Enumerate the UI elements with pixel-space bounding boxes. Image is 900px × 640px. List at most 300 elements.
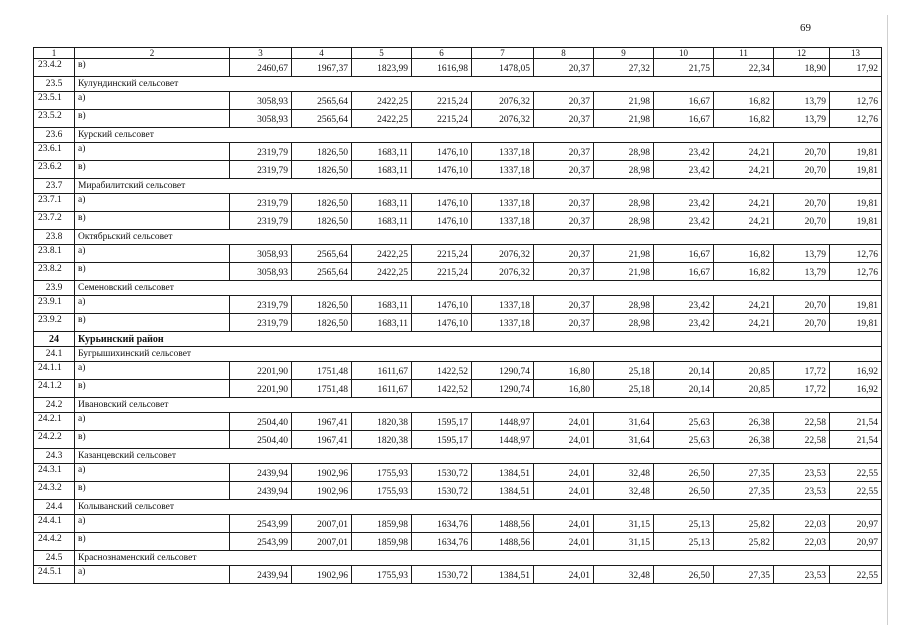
value-cell: 1902,96 [292, 482, 352, 500]
value-cell: 1290,74 [472, 380, 534, 398]
row-variant: в) [75, 533, 230, 551]
value-cell: 1902,96 [292, 566, 352, 584]
value-cell: 12,76 [830, 263, 882, 281]
row-variant: а) [75, 464, 230, 482]
table-row [34, 263, 882, 281]
value-cell: 1530,72 [412, 464, 472, 482]
row-variant: в) [75, 161, 230, 179]
value-cell: 21,98 [594, 263, 654, 281]
tariff-table [33, 47, 882, 584]
column-number-cell: 12 [774, 48, 830, 59]
value-cell: 3058,93 [230, 263, 292, 281]
settlement-title: Курский сельсовет [75, 128, 882, 143]
settlement-heading-row [34, 500, 882, 515]
value-cell: 2439,94 [230, 464, 292, 482]
value-cell: 28,98 [594, 314, 654, 332]
column-number-cell: 8 [534, 48, 594, 59]
district-title: Курьинский район [75, 332, 882, 347]
value-cell: 20,70 [774, 143, 830, 161]
value-cell: 22,03 [774, 533, 830, 551]
settlement-heading-row [34, 449, 882, 464]
section-code: 24.3 [34, 449, 75, 464]
value-cell: 20,37 [534, 314, 594, 332]
row-code: 23.6.1 [34, 143, 75, 161]
value-cell: 1634,76 [412, 533, 472, 551]
value-cell: 1616,98 [412, 59, 472, 77]
column-number-cell: 9 [594, 48, 654, 59]
table-row [34, 482, 882, 500]
value-cell: 2565,64 [292, 110, 352, 128]
section-code: 24.1 [34, 347, 75, 362]
value-cell: 2460,67 [230, 59, 292, 77]
value-cell: 20,70 [774, 194, 830, 212]
value-cell: 1967,41 [292, 413, 352, 431]
value-cell: 31,64 [594, 431, 654, 449]
value-cell: 20,14 [654, 362, 714, 380]
value-cell: 2076,32 [472, 263, 534, 281]
value-cell: 1384,51 [472, 464, 534, 482]
value-cell: 2076,32 [472, 92, 534, 110]
value-cell: 1820,38 [352, 431, 412, 449]
value-cell: 28,98 [594, 194, 654, 212]
row-variant: а) [75, 362, 230, 380]
value-cell: 1967,41 [292, 431, 352, 449]
value-cell: 16,82 [714, 263, 774, 281]
value-cell: 1826,50 [292, 314, 352, 332]
value-cell: 2319,79 [230, 143, 292, 161]
value-cell: 1290,74 [472, 362, 534, 380]
value-cell: 18,90 [774, 59, 830, 77]
value-cell: 16,82 [714, 92, 774, 110]
value-cell: 3058,93 [230, 245, 292, 263]
value-cell: 1384,51 [472, 482, 534, 500]
value-cell: 24,01 [534, 533, 594, 551]
value-cell: 19,81 [830, 296, 882, 314]
value-cell: 23,53 [774, 566, 830, 584]
value-cell: 22,55 [830, 482, 882, 500]
value-cell: 1826,50 [292, 143, 352, 161]
row-code: 23.7.2 [34, 212, 75, 230]
value-cell: 1488,56 [472, 533, 534, 551]
table-body [34, 48, 882, 584]
value-cell: 22,34 [714, 59, 774, 77]
value-cell: 28,98 [594, 212, 654, 230]
row-code: 23.6.2 [34, 161, 75, 179]
value-cell: 25,63 [654, 431, 714, 449]
value-cell: 23,42 [654, 143, 714, 161]
value-cell: 25,82 [714, 533, 774, 551]
settlement-heading-row [34, 551, 882, 566]
table-row [34, 380, 882, 398]
row-variant: а) [75, 515, 230, 533]
value-cell: 32,48 [594, 566, 654, 584]
value-cell: 20,37 [534, 296, 594, 314]
value-cell: 1337,18 [472, 143, 534, 161]
table-row [34, 314, 882, 332]
value-cell: 23,42 [654, 212, 714, 230]
value-cell: 2319,79 [230, 194, 292, 212]
settlement-title: Октябрьский сельсовет [75, 230, 882, 245]
row-code: 24.4.1 [34, 515, 75, 533]
row-variant: в) [75, 110, 230, 128]
value-cell: 23,53 [774, 464, 830, 482]
value-cell: 2543,99 [230, 515, 292, 533]
value-cell: 1826,50 [292, 161, 352, 179]
value-cell: 1422,52 [412, 380, 472, 398]
value-cell: 20,14 [654, 380, 714, 398]
value-cell: 20,37 [534, 263, 594, 281]
settlement-title: Краснознаменский сельсовет [75, 551, 882, 566]
settlement-title: Семеновский сельсовет [75, 281, 882, 296]
table-row [34, 245, 882, 263]
value-cell: 12,76 [830, 92, 882, 110]
value-cell: 22,58 [774, 413, 830, 431]
column-number-cell: 13 [830, 48, 882, 59]
row-variant: а) [75, 92, 230, 110]
value-cell: 1683,11 [352, 212, 412, 230]
settlement-title: Казанцевский сельсовет [75, 449, 882, 464]
value-cell: 23,53 [774, 482, 830, 500]
settlement-heading-row [34, 179, 882, 194]
row-code: 23.7.1 [34, 194, 75, 212]
value-cell: 2504,40 [230, 413, 292, 431]
value-cell: 16,82 [714, 245, 774, 263]
value-cell: 24,01 [534, 464, 594, 482]
value-cell: 2543,99 [230, 533, 292, 551]
column-number-cell: 7 [472, 48, 534, 59]
row-code: 24.1.2 [34, 380, 75, 398]
section-code: 24 [34, 332, 75, 347]
row-code: 23.8.2 [34, 263, 75, 281]
value-cell: 16,67 [654, 92, 714, 110]
value-cell: 24,01 [534, 482, 594, 500]
section-code: 23.5 [34, 77, 75, 92]
value-cell: 16,80 [534, 380, 594, 398]
column-number-header-row [34, 48, 882, 59]
value-cell: 16,82 [714, 110, 774, 128]
column-number-cell: 3 [230, 48, 292, 59]
row-variant: а) [75, 296, 230, 314]
row-code: 24.1.1 [34, 362, 75, 380]
value-cell: 16,67 [654, 110, 714, 128]
value-cell: 1476,10 [412, 212, 472, 230]
value-cell: 20,37 [534, 92, 594, 110]
value-cell: 1448,97 [472, 413, 534, 431]
value-cell: 20,37 [534, 161, 594, 179]
value-cell: 1488,56 [472, 515, 534, 533]
section-code: 23.6 [34, 128, 75, 143]
value-cell: 1476,10 [412, 143, 472, 161]
value-cell: 1683,11 [352, 143, 412, 161]
value-cell: 2201,90 [230, 362, 292, 380]
row-variant: а) [75, 194, 230, 212]
value-cell: 27,35 [714, 566, 774, 584]
table-row [34, 464, 882, 482]
row-variant: а) [75, 566, 230, 584]
value-cell: 22,03 [774, 515, 830, 533]
value-cell: 1476,10 [412, 314, 472, 332]
table-row [34, 362, 882, 380]
row-code: 23.5.2 [34, 110, 75, 128]
value-cell: 2201,90 [230, 380, 292, 398]
column-number-cell: 6 [412, 48, 472, 59]
value-cell: 1823,99 [352, 59, 412, 77]
value-cell: 2007,01 [292, 533, 352, 551]
value-cell: 26,50 [654, 482, 714, 500]
settlement-heading-row [34, 230, 882, 245]
value-cell: 31,15 [594, 515, 654, 533]
value-cell: 2076,32 [472, 245, 534, 263]
value-cell: 13,79 [774, 263, 830, 281]
table-row [34, 212, 882, 230]
value-cell: 1755,93 [352, 482, 412, 500]
value-cell: 2504,40 [230, 431, 292, 449]
value-cell: 2319,79 [230, 212, 292, 230]
value-cell: 12,76 [830, 110, 882, 128]
value-cell: 26,50 [654, 464, 714, 482]
value-cell: 16,67 [654, 245, 714, 263]
value-cell: 2565,64 [292, 263, 352, 281]
row-code: 24.2.1 [34, 413, 75, 431]
value-cell: 22,58 [774, 431, 830, 449]
value-cell: 23,42 [654, 296, 714, 314]
value-cell: 1384,51 [472, 566, 534, 584]
value-cell: 25,13 [654, 515, 714, 533]
row-variant: в) [75, 431, 230, 449]
value-cell: 2422,25 [352, 110, 412, 128]
value-cell: 1826,50 [292, 194, 352, 212]
section-code: 24.5 [34, 551, 75, 566]
value-cell: 19,81 [830, 143, 882, 161]
value-cell: 24,21 [714, 314, 774, 332]
value-cell: 20,97 [830, 533, 882, 551]
value-cell: 1476,10 [412, 194, 472, 212]
value-cell: 21,98 [594, 92, 654, 110]
value-cell: 23,42 [654, 314, 714, 332]
row-code: 24.4.2 [34, 533, 75, 551]
value-cell: 31,64 [594, 413, 654, 431]
value-cell: 17,92 [830, 59, 882, 77]
value-cell: 24,01 [534, 431, 594, 449]
value-cell: 20,70 [774, 161, 830, 179]
row-variant: а) [75, 413, 230, 431]
value-cell: 24,01 [534, 566, 594, 584]
value-cell: 19,81 [830, 314, 882, 332]
value-cell: 2076,32 [472, 110, 534, 128]
value-cell: 1820,38 [352, 413, 412, 431]
district-heading-row [34, 332, 882, 347]
value-cell: 21,54 [830, 431, 882, 449]
value-cell: 28,98 [594, 161, 654, 179]
value-cell: 23,42 [654, 161, 714, 179]
row-code: 24.2.2 [34, 431, 75, 449]
settlement-heading-row [34, 347, 882, 362]
column-number-cell: 2 [75, 48, 230, 59]
value-cell: 19,81 [830, 194, 882, 212]
value-cell: 2319,79 [230, 314, 292, 332]
value-cell: 1826,50 [292, 212, 352, 230]
value-cell: 20,97 [830, 515, 882, 533]
value-cell: 27,32 [594, 59, 654, 77]
value-cell: 24,21 [714, 296, 774, 314]
value-cell: 26,38 [714, 431, 774, 449]
table-row [34, 143, 882, 161]
value-cell: 28,98 [594, 296, 654, 314]
value-cell: 24,21 [714, 143, 774, 161]
settlement-title: Мирабилитский сельсовет [75, 179, 882, 194]
row-code: 24.3.1 [34, 464, 75, 482]
value-cell: 1595,17 [412, 413, 472, 431]
table-row [34, 161, 882, 179]
column-number-cell: 5 [352, 48, 412, 59]
value-cell: 2215,24 [412, 263, 472, 281]
value-cell: 1530,72 [412, 482, 472, 500]
value-cell: 26,50 [654, 566, 714, 584]
value-cell: 24,01 [534, 413, 594, 431]
value-cell: 17,72 [774, 380, 830, 398]
value-cell: 2422,25 [352, 92, 412, 110]
value-cell: 24,21 [714, 161, 774, 179]
table-row [34, 110, 882, 128]
value-cell: 1476,10 [412, 161, 472, 179]
column-number-cell: 10 [654, 48, 714, 59]
value-cell: 16,92 [830, 380, 882, 398]
row-variant: в) [75, 263, 230, 281]
value-cell: 17,72 [774, 362, 830, 380]
row-code: 23.4.2 [34, 59, 75, 77]
column-number-cell: 1 [34, 48, 75, 59]
settlement-title: Кулундинский сельсовет [75, 77, 882, 92]
table-row [34, 413, 882, 431]
value-cell: 16,92 [830, 362, 882, 380]
value-cell: 1337,18 [472, 212, 534, 230]
value-cell: 21,75 [654, 59, 714, 77]
table-row [34, 431, 882, 449]
settlement-heading-row [34, 281, 882, 296]
table-row [34, 92, 882, 110]
value-cell: 27,35 [714, 464, 774, 482]
value-cell: 20,37 [534, 110, 594, 128]
value-cell: 12,76 [830, 245, 882, 263]
value-cell: 2319,79 [230, 296, 292, 314]
value-cell: 1751,48 [292, 362, 352, 380]
value-cell: 22,55 [830, 464, 882, 482]
value-cell: 1859,98 [352, 515, 412, 533]
value-cell: 20,70 [774, 296, 830, 314]
value-cell: 32,48 [594, 482, 654, 500]
value-cell: 20,85 [714, 362, 774, 380]
value-cell: 26,38 [714, 413, 774, 431]
value-cell: 1337,18 [472, 314, 534, 332]
value-cell: 1530,72 [412, 566, 472, 584]
value-cell: 32,48 [594, 464, 654, 482]
value-cell: 20,70 [774, 212, 830, 230]
row-variant: в) [75, 59, 230, 77]
value-cell: 2215,24 [412, 110, 472, 128]
value-cell: 20,37 [534, 59, 594, 77]
value-cell: 27,35 [714, 482, 774, 500]
value-cell: 1448,97 [472, 431, 534, 449]
value-cell: 2215,24 [412, 92, 472, 110]
section-code: 24.4 [34, 500, 75, 515]
settlement-title: Колыванский сельсовет [75, 500, 882, 515]
row-variant: в) [75, 380, 230, 398]
value-cell: 1859,98 [352, 533, 412, 551]
table-row [34, 296, 882, 314]
value-cell: 1683,11 [352, 161, 412, 179]
value-cell: 16,67 [654, 263, 714, 281]
value-cell: 2215,24 [412, 245, 472, 263]
table-row [34, 59, 882, 77]
value-cell: 1751,48 [292, 380, 352, 398]
value-cell: 20,37 [534, 194, 594, 212]
row-code: 23.5.1 [34, 92, 75, 110]
section-code: 23.9 [34, 281, 75, 296]
value-cell: 1611,67 [352, 362, 412, 380]
value-cell: 3058,93 [230, 92, 292, 110]
value-cell: 31,15 [594, 533, 654, 551]
value-cell: 1337,18 [472, 194, 534, 212]
value-cell: 21,98 [594, 110, 654, 128]
value-cell: 1683,11 [352, 314, 412, 332]
settlement-title: Ивановский сельсовет [75, 398, 882, 413]
value-cell: 24,21 [714, 212, 774, 230]
row-variant: а) [75, 143, 230, 161]
value-cell: 20,37 [534, 212, 594, 230]
value-cell: 1337,18 [472, 296, 534, 314]
value-cell: 1826,50 [292, 296, 352, 314]
value-cell: 24,21 [714, 194, 774, 212]
value-cell: 1755,93 [352, 464, 412, 482]
value-cell: 1422,52 [412, 362, 472, 380]
value-cell: 13,79 [774, 92, 830, 110]
value-cell: 2422,25 [352, 245, 412, 263]
row-code: 23.8.1 [34, 245, 75, 263]
settlement-heading-row [34, 77, 882, 92]
value-cell: 1611,67 [352, 380, 412, 398]
value-cell: 1476,10 [412, 296, 472, 314]
value-cell: 22,55 [830, 566, 882, 584]
section-code: 24.2 [34, 398, 75, 413]
settlement-heading-row [34, 398, 882, 413]
value-cell: 2565,64 [292, 92, 352, 110]
row-variant: в) [75, 212, 230, 230]
value-cell: 2007,01 [292, 515, 352, 533]
value-cell: 24,01 [534, 515, 594, 533]
value-cell: 25,63 [654, 413, 714, 431]
page-edge-line [887, 15, 888, 625]
value-cell: 2422,25 [352, 263, 412, 281]
column-number-cell: 11 [714, 48, 774, 59]
value-cell: 13,79 [774, 110, 830, 128]
value-cell: 2565,64 [292, 245, 352, 263]
table-row [34, 515, 882, 533]
value-cell: 19,81 [830, 212, 882, 230]
value-cell: 20,70 [774, 314, 830, 332]
value-cell: 1634,76 [412, 515, 472, 533]
value-cell: 2439,94 [230, 482, 292, 500]
section-code: 23.7 [34, 179, 75, 194]
settlement-title: Бугрышихинский сельсовет [75, 347, 882, 362]
row-variant: в) [75, 314, 230, 332]
settlement-heading-row [34, 128, 882, 143]
page-number: 69 [800, 22, 811, 34]
row-code: 24.3.2 [34, 482, 75, 500]
row-variant: а) [75, 245, 230, 263]
row-variant: в) [75, 482, 230, 500]
value-cell: 21,98 [594, 245, 654, 263]
value-cell: 21,54 [830, 413, 882, 431]
